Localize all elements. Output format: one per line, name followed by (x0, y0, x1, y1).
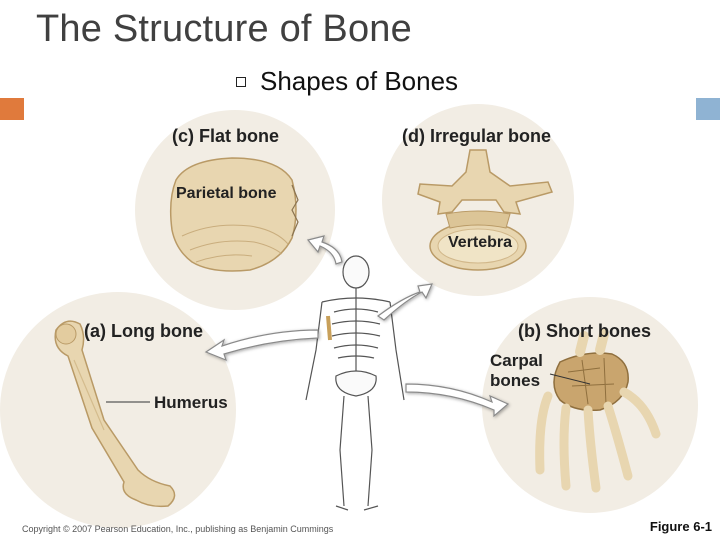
short-bones-heading: (b) Short bones (518, 321, 651, 341)
carpal-label-line1: Carpal (490, 351, 543, 370)
parietal-bone-label: Parietal bone (176, 185, 277, 202)
parietal-bone-illustration (171, 158, 298, 271)
carpal-label-line2: bones (490, 371, 541, 390)
skeleton-illustration (306, 256, 404, 510)
humerus-label: Humerus (154, 393, 228, 412)
bullet-text: Shapes of Bones (260, 66, 459, 96)
vertebra-label: Vertebra (448, 234, 513, 251)
flat-bone-heading: (c) Flat bone (172, 126, 279, 146)
irregular-bone-heading: (d) Irregular bone (402, 126, 552, 146)
figure-number: Figure 6-1 (649, 519, 712, 534)
long-bone-heading: (a) Long bone (84, 321, 203, 341)
copyright-notice: Copyright © 2007 Pearson Education, Inc., publishing as Benjamin Cummings (22, 524, 334, 534)
slide-title: The Structure of Bone (36, 8, 412, 50)
